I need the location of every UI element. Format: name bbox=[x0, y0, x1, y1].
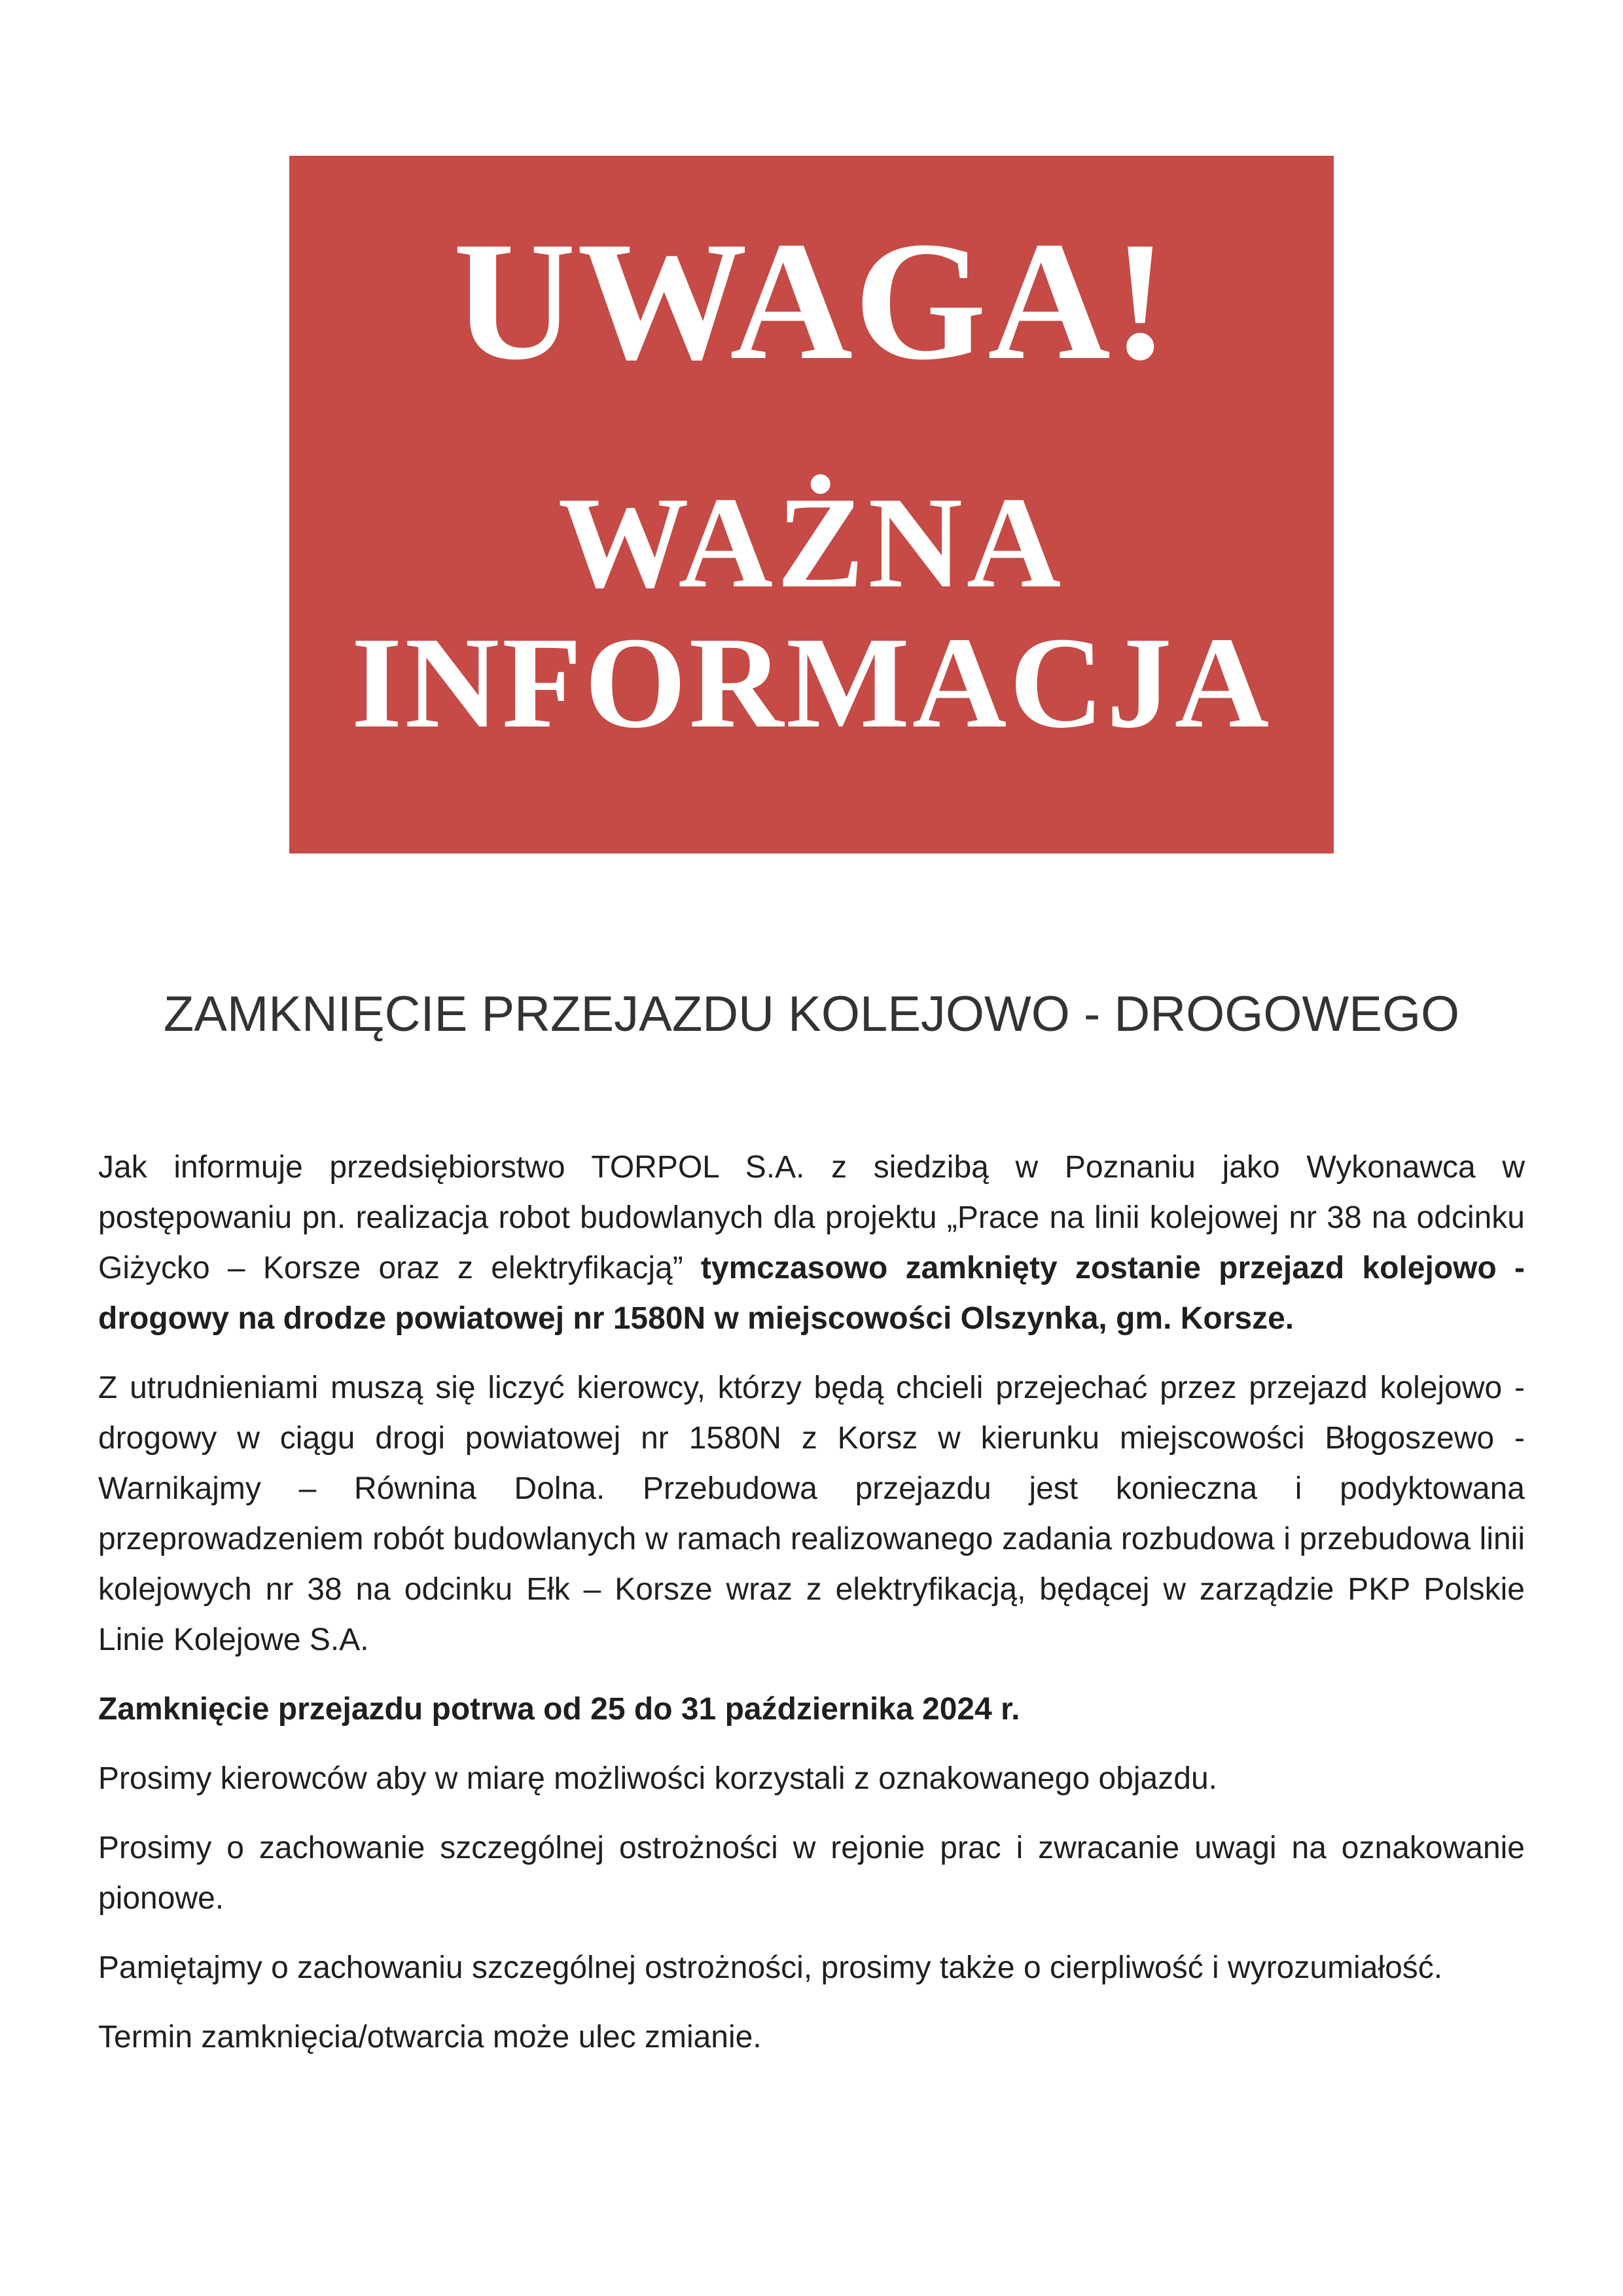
paragraph-schedule-change: Termin zamknięcia/otwarcia może ulec zmianie. bbox=[98, 2020, 762, 2054]
banner-subtitle-wazna: WAŻNA bbox=[558, 471, 1065, 615]
announcement-text: Jak informuje przedsiębiorstwo TORPOL S.A. z siedzibą w Poznaniu jako Wykonawca w postępowaniu pn. realizacja robot budowlanych dla projektu „Prace na linii kolejowej nr 38 na odcinku Giżycko – Korsze oraz z elektryfikacją” bbox=[98, 1150, 1525, 1285]
paragraph-detour: Prosimy kierowców aby w miarę możliwości korzystali z oznakowanego objazdu. bbox=[98, 1761, 1217, 1796]
banner-title-uwaga: UWAGA! bbox=[453, 207, 1170, 395]
paragraph-difficulties: Z utrudnieniami muszą się liczyć kierowcy, którzy będą chcieli przejechać przez przejazd kolejowo - drogowy w ciągu drogi powiatowej nr 1580N z Korsz w kierunku miejscowości Błogoszewo - Warnikajmy – Równina Dolna. Przebudowa przejazdu jest konieczna i podyktowana przeprowadzeniem robót budowlanych w ramach realizowanego zadania rozbudowa i przebudowa linii kolejowych nr 38 na odcinku Ełk – Korsze wraz z elektryfikacją, będącej w zarządzie PKP Polskie Linie Kolejowe S.A. bbox=[98, 1371, 1525, 1657]
paragraph-announcement bbox=[98, 1142, 1525, 1344]
paragraph-closure-dates bbox=[98, 1684, 1525, 1734]
notice-body bbox=[98, 1142, 1525, 2081]
banner-subtitle-informacja: INFORMACJA bbox=[351, 611, 1272, 755]
paragraph-caution: Prosimy o zachowanie szczególnej ostrożności w rejonie prac i zwracanie uwagi na oznakowanie pionowe. bbox=[98, 1831, 1525, 1916]
announcement-bold-text: tymczasowo zamknięty zostanie przejazd kolejowo - drogowy na drodze powiatowej nr 1580N w miejscowości Olszynka, gm. Korsze. bbox=[98, 1251, 1525, 1336]
paragraph-patience: Pamiętajmy o zachowaniu szczególnej ostrożności, prosimy także o cierpliwość i wyrozumiałość. bbox=[98, 1950, 1443, 1985]
closure-dates-text: Zamknięcie przejazdu potrwa od 25 do 31 października 2024 r. bbox=[98, 1692, 1020, 1727]
warning-banner bbox=[289, 156, 1334, 853]
page-title: ZAMKNIĘCIE PRZEJAZDU KOLEJOWO - DROGOWEGO bbox=[163, 986, 1460, 1042]
